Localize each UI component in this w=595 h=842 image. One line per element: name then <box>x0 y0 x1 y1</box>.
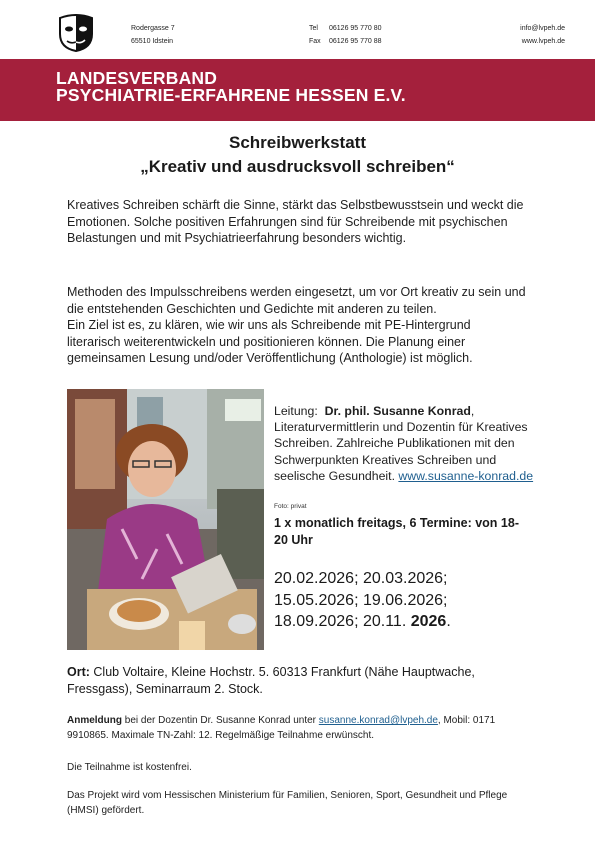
header-contact <box>489 22 565 48</box>
cost-note: Die Teilnahme ist kostenfrei. <box>67 762 192 773</box>
leader-photo <box>67 389 264 650</box>
dates-line-3a: 18.09.2026; 20.11. <box>274 613 407 630</box>
theatre-mask-logo-icon <box>56 14 96 52</box>
tel-value: 06126 95 770 80 <box>329 25 382 32</box>
registration-email-link[interactable]: susanne.konrad@lvpeh.de <box>318 715 438 726</box>
registration-text-before: bei der Dozentin Dr. Susanne Konrad unter <box>124 715 317 726</box>
banner-line2: PSYCHIATRIE-ERFAHRENE HESSEN E.V. <box>56 85 406 105</box>
intro-paragraph-1: Kreatives Schreiben schärft die Sinne, stärkt das Selbstbewusstsein und weckt die Emotionen. Solche positiven Erfahrungen sind für Schreibende mit psychischen Belastungen und mit Psychiatrieerfahrung besonders wichtig. <box>67 198 524 246</box>
header-address <box>131 22 175 48</box>
dates-period: . <box>446 613 451 630</box>
intro-paragraph-2: Methoden des Impulsschreibens werden eingesetzt, um vor Ort kreativ zu sein und die entstehenden Geschichten und Gedichte mit anderen zu teilen. <box>67 285 526 316</box>
header-email-link[interactable]: info@lvpeh.de <box>520 25 565 32</box>
leader-website-link[interactable]: www.susanne-konrad.de <box>398 468 534 483</box>
banner-line1: LANDESVERBAND <box>56 68 218 88</box>
leitung-description: Literaturvermittlerin und Dozentin für Kreatives Schreiben. Zahlreiche Publikationen mit den Schwerpunkten Kreatives Schreiben und seelische Gesundheit. <box>274 420 528 483</box>
registration <box>67 713 537 743</box>
address-city: 65510 Idstein <box>131 38 174 45</box>
banner-title <box>56 70 406 104</box>
photo-credit: Foto: privat <box>274 503 307 510</box>
leitung-block: Leitung: Dr. phil. Susanne Konrad, Literaturvermittlerin und Dozentin für Kreatives Schreiben. Zahlreiche Publikationen mit den Schwerpunkten Kreatives Schreiben und seelische Gesundheit. www.susanne-konrad.de <box>274 404 534 483</box>
schedule-frequency: 1 x monatlich freitags, 6 Termine: von 18-20 Uhr <box>274 516 519 547</box>
location-text: Club Voltaire, Kleine Hochstr. 5. 60313 Frankfurt (Nähe Hauptwache, Fressgass), Seminarraum 2. Stock. <box>67 665 475 696</box>
dates-line-2: 15.05.2026; 19.06.2026; <box>274 591 448 609</box>
funding-note: Das Projekt wird vom Hessischen Ministerium für Familien, Senioren, Sport, Gesundheit und Pflege (HMSI) gefördert. <box>67 790 508 816</box>
intro-paragraphs <box>67 284 527 367</box>
leitung-name: Dr. phil. Susanne Konrad <box>324 404 471 418</box>
address-street: Rodergasse 7 <box>131 25 175 32</box>
fax-value: 06126 95 770 88 <box>329 38 382 45</box>
leitung-label: Leitung: <box>274 404 318 418</box>
location-label: Ort: <box>67 665 90 679</box>
dates-line-1: 20.02.2026; 20.03.2026; <box>274 570 448 587</box>
dates-year: 2026 <box>410 613 447 630</box>
schedule-dates <box>274 568 451 633</box>
fax-label: Fax <box>309 38 321 45</box>
header-phone <box>309 22 382 48</box>
location <box>67 664 537 698</box>
tel-label: Tel <box>309 25 318 32</box>
page-subtitle: „Kreativ und ausdrucksvoll schreiben“ <box>140 157 455 176</box>
registration-text-after: , Mobil: 0171 9910865. Maximale TN-Zahl: 12. Regelmäßige Teilnahme erwünscht. <box>67 715 496 741</box>
dates-line-3 <box>274 611 451 633</box>
intro-paragraph-3: Ein Ziel ist es, zu klären, wie wir uns als Schreibende mit PE-Hintergrund literarisch weiterentwickeln und positionieren können. Die Planung einer gemeinsamen Lesung und/oder Veröffentlichung (Anthologie) ist möglich. <box>67 318 473 366</box>
registration-label: Anmeldung <box>67 715 122 726</box>
page-title: Schreibwerkstatt <box>229 133 366 152</box>
header-website-link[interactable]: www.lvpeh.de <box>521 38 565 45</box>
